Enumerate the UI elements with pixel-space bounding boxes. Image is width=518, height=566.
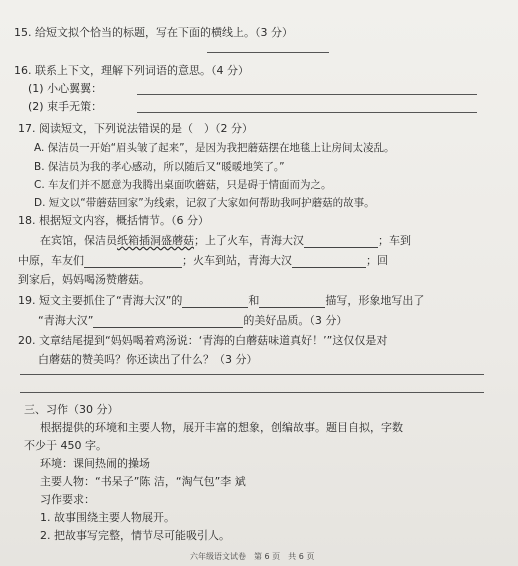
q19-line-1 bbox=[18, 294, 424, 308]
q17-option-a: A. 保洁员一开始“眉头皱了起来”，是因为我把蘑菇摆在地毯上让房间太凌乱。 bbox=[34, 142, 395, 154]
q19-text: 和 bbox=[248, 294, 260, 307]
q16-prompt: 16. 联系上下文，理解下列词语的意思。（4 分） bbox=[14, 64, 249, 77]
q18-line-2 bbox=[18, 254, 388, 268]
q16-item-2: (2) 束手无策： bbox=[28, 100, 103, 113]
q20-answer-line-1[interactable] bbox=[20, 374, 484, 375]
q19-text: “青海大汉” bbox=[38, 314, 94, 327]
q17-option-c: C. 车友们并不愿意为我腾出桌面吹蘑菇，只是碍于情面而为之。 bbox=[34, 179, 332, 191]
q18-blank-3[interactable] bbox=[292, 256, 366, 268]
q18-text: 在宾馆，保洁员 bbox=[40, 234, 117, 247]
q15-answer-line[interactable] bbox=[207, 52, 329, 53]
q19-text: 描写，形象地写出了 bbox=[325, 294, 425, 307]
q18-text: 中原，车友们 bbox=[18, 254, 84, 267]
section-3-characters: 主要人物：“书呆子”陈 洁，“淘气包”李 斌 bbox=[40, 475, 246, 488]
q20-line-2: 白蘑菇的赞美吗？你还读出了什么？（3 分） bbox=[38, 353, 258, 366]
q18-text: ；火车到站，青海大汉 bbox=[182, 254, 292, 267]
q16-answer-line-1[interactable] bbox=[137, 94, 477, 95]
section-3-requirement-2: 2. 把故事写完整，情节尽可能吸引人。 bbox=[40, 529, 230, 542]
q20-line-1: 20. 文章结尾提到“妈妈喝着鸡汤说：‘青海的白蘑菇味道真好！’”这仅仅是对 bbox=[18, 334, 388, 347]
q19-text: 的美好品质。（3 分） bbox=[243, 314, 348, 327]
q17-prompt: 17. 阅读短文，下列说法错误的是（ ）（2 分） bbox=[18, 122, 253, 135]
q18-blank-1[interactable] bbox=[304, 236, 378, 248]
q19-blank-2[interactable] bbox=[259, 296, 325, 308]
q15-prompt: 15. 给短文拟个恰当的标题，写在下面的横线上。（3 分） bbox=[14, 26, 293, 39]
q19-text: 19. 短文主要抓住了“青海大汉”的 bbox=[18, 294, 183, 307]
q18-text: ；回 bbox=[366, 254, 388, 267]
q16-answer-line-2[interactable] bbox=[137, 112, 477, 113]
q19-line-2 bbox=[38, 314, 347, 328]
q16-item-1: (1) 小心翼翼： bbox=[28, 82, 103, 95]
q18-prompt: 18. 根据短文内容，概括情节。（6 分） bbox=[18, 214, 209, 227]
section-3-requirements-label: 习作要求： bbox=[40, 493, 95, 506]
q18-blank-2[interactable] bbox=[84, 256, 182, 268]
q19-blank-1[interactable] bbox=[182, 296, 248, 308]
q17-option-d: D. 短文以“带蘑菇回家”为线索，记叙了大家如何帮助我呵护蘑菇的故事。 bbox=[34, 197, 375, 209]
section-3-environment: 环境：课间热闹的操场 bbox=[40, 457, 150, 470]
section-3-requirement-1: 1. 故事围绕主要人物展开。 bbox=[40, 511, 175, 524]
q20-answer-line-2[interactable] bbox=[20, 392, 484, 393]
q18-text: ；上了火车，青海大汉 bbox=[194, 234, 304, 247]
q18-text: ；车到 bbox=[378, 234, 411, 247]
section-3-paragraph-2: 不少于 450 字。 bbox=[24, 439, 107, 452]
q17-option-b: B. 保洁员为我的孝心感动，所以随后又“暖暖地笑了。” bbox=[34, 161, 285, 173]
q18-line-3: 到家后，妈妈喝汤赞蘑菇。 bbox=[18, 273, 150, 286]
section-3-heading: 三、习作（30 分） bbox=[24, 403, 119, 416]
q19-blank-3[interactable] bbox=[93, 316, 243, 328]
page-footer: 六年级语文试卷 第 6 页 共 6 页 bbox=[190, 552, 315, 561]
section-3-paragraph-1: 根据提供的环境和主要人物，展开丰富的想象，创编故事。题目自拟，字数 bbox=[40, 421, 403, 434]
q18-sample-answer: 纸箱插洞盛蘑菇 bbox=[117, 234, 194, 247]
q18-line-1 bbox=[40, 234, 411, 248]
